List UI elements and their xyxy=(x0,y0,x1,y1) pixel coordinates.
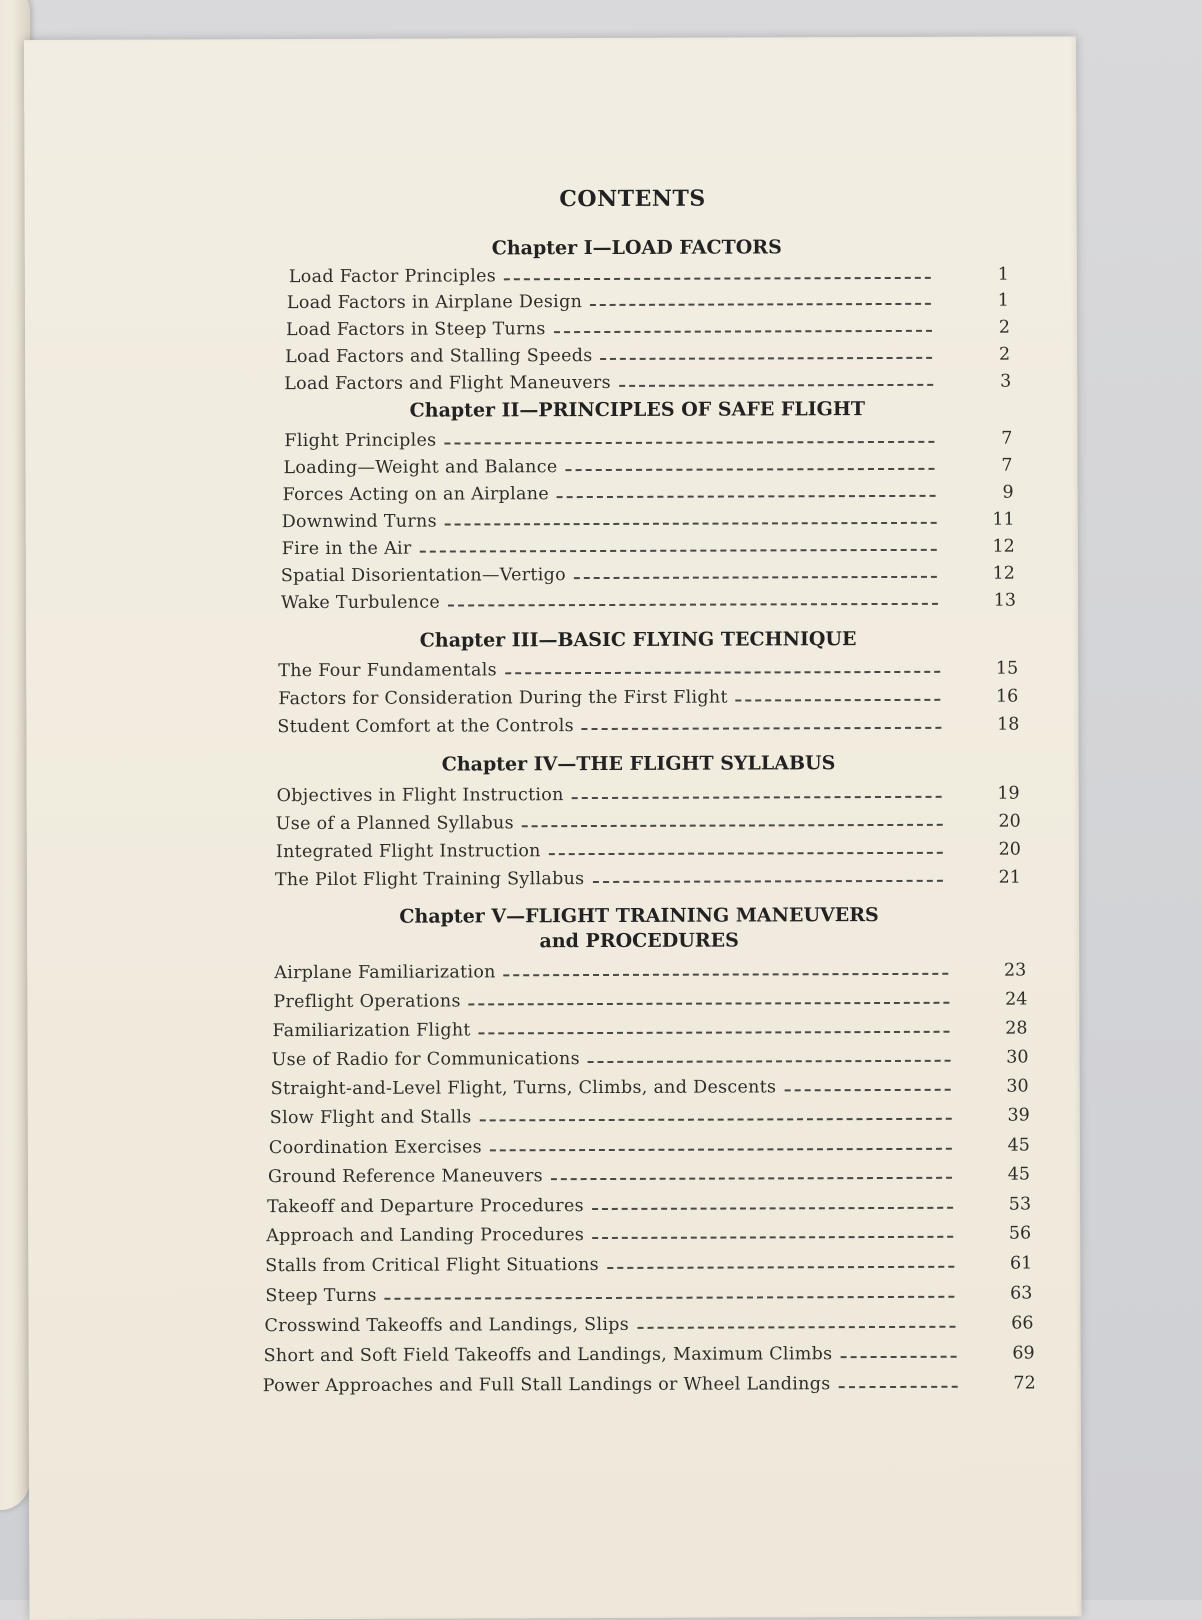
dot-leader xyxy=(601,357,933,360)
entry-page-number: 1 xyxy=(997,290,1009,311)
chapter-4-title: Chapter IV—THE FLIGHT SYLLABUS xyxy=(441,752,836,776)
toc-entry[interactable] xyxy=(272,1013,1027,1042)
dot-leader xyxy=(480,1118,952,1122)
dot-leader xyxy=(574,576,937,579)
toc-entry[interactable] xyxy=(267,1188,1031,1217)
toc-entry[interactable] xyxy=(287,285,1009,314)
entry-page-number: 13 xyxy=(993,590,1016,611)
dot-leader xyxy=(838,1386,957,1388)
contents-heading: CONTENTS xyxy=(559,185,706,213)
chapter-2-title: Chapter II—PRINCIPLES OF SAFE FLIGHT xyxy=(409,398,866,422)
entry-page-number: 53 xyxy=(1008,1194,1032,1215)
entry-label: Stalls from Critical Flight Situations xyxy=(265,1255,599,1277)
entry-label: The Pilot Flight Training Syllabus xyxy=(274,869,585,891)
toc-entry[interactable] xyxy=(278,653,1018,682)
toc-entry[interactable] xyxy=(275,862,1021,891)
entry-page-number: 21 xyxy=(998,867,1021,888)
dot-leader xyxy=(607,1266,954,1269)
entry-label: Flight Principles xyxy=(284,430,437,452)
entry-label: The Four Fundamentals xyxy=(278,660,497,682)
entry-page-number: 20 xyxy=(998,839,1021,860)
entry-page-number: 12 xyxy=(992,536,1015,557)
entry-label: Fire in the Air xyxy=(281,538,412,560)
book-page xyxy=(24,36,1082,1620)
dot-leader xyxy=(565,468,934,471)
entry-label: Ground Reference Maneuvers xyxy=(267,1166,543,1188)
dot-leader xyxy=(554,330,932,333)
entry-page-number: 69 xyxy=(1012,1343,1035,1364)
dot-leader xyxy=(637,1326,955,1329)
dot-leader xyxy=(840,1356,956,1358)
entry-label: Load Factors in Airplane Design xyxy=(286,292,583,314)
entry-page-number: 28 xyxy=(1005,1018,1028,1039)
toc-entry[interactable] xyxy=(274,955,1026,984)
toc-entry[interactable] xyxy=(281,558,1015,587)
toc-entry[interactable] xyxy=(265,1247,1032,1276)
entry-page-number: 72 xyxy=(1013,1373,1036,1394)
entry-label: Straight-and-Level Flight, Turns, Climbs, and Descents xyxy=(270,1077,777,1100)
toc-entry[interactable] xyxy=(265,1277,1032,1306)
entry-page-number: 2 xyxy=(998,344,1011,365)
dot-leader xyxy=(572,796,942,799)
toc-entry[interactable] xyxy=(282,531,1015,560)
toc-entry[interactable] xyxy=(276,806,1021,835)
toc-entry[interactable] xyxy=(282,504,1015,533)
chapter-3-title: Chapter III—BASIC FLYING TECHNIQUE xyxy=(419,628,857,652)
chapter-1-title: Chapter I—LOAD FACTORS xyxy=(491,236,782,260)
dot-leader xyxy=(551,1177,952,1180)
toc-entry[interactable] xyxy=(281,585,1016,614)
toc-entry[interactable] xyxy=(268,1158,1030,1187)
entry-page-number: 16 xyxy=(995,686,1019,707)
entry-label: Preflight Operations xyxy=(273,991,461,1013)
entry-page-number: 45 xyxy=(1007,1135,1030,1156)
entry-page-number: 66 xyxy=(1011,1313,1034,1334)
entry-label: Wake Turbulence xyxy=(280,592,441,614)
dot-leader xyxy=(522,824,943,827)
dot-leader xyxy=(592,1236,953,1239)
toc-entry[interactable] xyxy=(278,681,1018,710)
entry-page-number: 7 xyxy=(1001,455,1013,476)
entry-label: Integrated Flight Instruction xyxy=(275,841,541,863)
entry-page-number: 11 xyxy=(992,509,1015,530)
dot-leader xyxy=(592,880,943,883)
toc-entry[interactable] xyxy=(276,834,1021,863)
entry-label: Airplane Familiarization xyxy=(274,962,496,984)
dot-leader xyxy=(590,303,931,306)
toc-entry[interactable] xyxy=(272,1041,1029,1070)
dot-leader xyxy=(557,495,936,498)
entry-page-number: 1 xyxy=(997,264,1009,285)
toc-entry[interactable] xyxy=(283,450,1012,479)
dot-leader xyxy=(445,522,937,526)
entry-page-number: 24 xyxy=(1005,989,1028,1010)
entry-label: Use of a Planned Syllabus xyxy=(275,813,514,835)
toc-entry[interactable] xyxy=(270,1099,1030,1128)
dot-leader xyxy=(504,973,949,977)
entry-page-number: 18 xyxy=(997,714,1020,735)
entry-page-number: 19 xyxy=(997,783,1020,804)
toc-entry[interactable] xyxy=(271,1070,1029,1099)
toc-entry[interactable] xyxy=(266,1217,1031,1246)
entry-page-number: 30 xyxy=(1006,1047,1029,1068)
entry-label: Takeoff and Departure Procedures xyxy=(267,1196,584,1218)
toc-entry[interactable] xyxy=(285,339,1010,368)
dot-leader xyxy=(736,699,941,702)
entry-label: Crosswind Takeoffs and Landings, Slips xyxy=(264,1314,630,1337)
entry-label: Student Comfort at the Controls xyxy=(277,716,574,738)
toc-entry[interactable] xyxy=(286,312,1010,341)
dot-leader xyxy=(444,441,934,445)
entry-label: Slow Flight and Stalls xyxy=(269,1107,472,1129)
entry-page-number: 30 xyxy=(1006,1076,1029,1097)
toc-entry[interactable] xyxy=(264,1337,1035,1366)
entry-label: Short and Soft Field Takeoffs and Landings, Maximum Climbs xyxy=(263,1344,833,1367)
entry-label: Objectives in Flight Instruction xyxy=(276,785,564,807)
entry-label: Downwind Turns xyxy=(281,511,437,533)
dot-leader xyxy=(588,1060,951,1063)
dot-leader xyxy=(385,1296,955,1300)
toc-entry[interactable] xyxy=(283,477,1014,506)
dot-leader xyxy=(479,1031,950,1035)
entry-page-number: 20 xyxy=(998,811,1021,832)
entry-page-number: 45 xyxy=(1007,1164,1031,1185)
entry-label: Load Factors and Flight Maneuvers xyxy=(284,372,611,395)
entry-label: Load Factor Principles xyxy=(288,266,497,288)
toc-entry[interactable] xyxy=(289,259,1009,288)
toc-entry[interactable] xyxy=(284,366,1011,395)
dot-leader xyxy=(490,1148,952,1152)
toc-entry[interactable] xyxy=(264,1307,1033,1336)
dot-leader xyxy=(592,1207,953,1210)
chapter-5-title xyxy=(27,902,1202,956)
entry-page-number: 3 xyxy=(1000,371,1012,392)
toc-entry[interactable] xyxy=(269,1129,1030,1158)
dot-leader xyxy=(469,1002,950,1006)
toc-entry[interactable] xyxy=(277,709,1019,738)
toc-entry[interactable] xyxy=(263,1367,1036,1396)
entry-page-number: 15 xyxy=(995,658,1019,679)
entry-label: Steep Turns xyxy=(265,1285,377,1307)
entry-page-number: 2 xyxy=(998,317,1011,338)
entry-label: Load Factors in Steep Turns xyxy=(285,319,546,341)
dot-leader xyxy=(420,549,937,553)
table-of-contents xyxy=(24,36,1082,1620)
entry-label: Load Factors and Stalling Speeds xyxy=(285,346,593,368)
entry-page-number: 23 xyxy=(1003,960,1027,981)
toc-entry[interactable] xyxy=(284,423,1012,452)
entry-page-number: 63 xyxy=(1010,1283,1033,1304)
entry-label: Forces Acting on an Airplane xyxy=(282,484,550,506)
entry-label: Familiarization Flight xyxy=(272,1020,471,1042)
entry-page-number: 12 xyxy=(992,563,1015,584)
entry-page-number: 7 xyxy=(1001,428,1013,449)
entry-page-number: 39 xyxy=(1007,1105,1030,1126)
entry-label: Use of Radio for Communications xyxy=(271,1049,580,1071)
entry-label: Spatial Disorientation—Vertigo xyxy=(280,565,567,587)
entry-label: Factors for Consideration During the First Flight xyxy=(278,687,728,710)
dot-leader xyxy=(582,727,942,730)
entry-page-number: 9 xyxy=(1002,482,1014,503)
entry-page-number: 61 xyxy=(1009,1253,1033,1274)
entry-label: Loading—Weight and Balance xyxy=(283,457,558,479)
chapter-5-title-line1: Chapter V—FLIGHT TRAINING MANEUVERS xyxy=(399,904,879,928)
toc-entry[interactable] xyxy=(277,778,1020,807)
entry-label: Approach and Landing Procedures xyxy=(266,1225,585,1247)
dot-leader xyxy=(784,1089,950,1092)
dot-leader xyxy=(448,603,938,607)
chapter-5-title-line2: and PROCEDURES xyxy=(539,929,739,953)
entry-page-number: 56 xyxy=(1008,1223,1032,1244)
dot-leader xyxy=(504,277,931,280)
dot-leader xyxy=(619,384,933,387)
dot-leader xyxy=(549,852,943,855)
entry-label: Power Approaches and Full Stall Landings or Wheel Landings xyxy=(262,1374,831,1397)
toc-entry[interactable] xyxy=(273,984,1027,1013)
entry-label: Coordination Exercises xyxy=(268,1137,482,1159)
dot-leader xyxy=(505,671,940,675)
